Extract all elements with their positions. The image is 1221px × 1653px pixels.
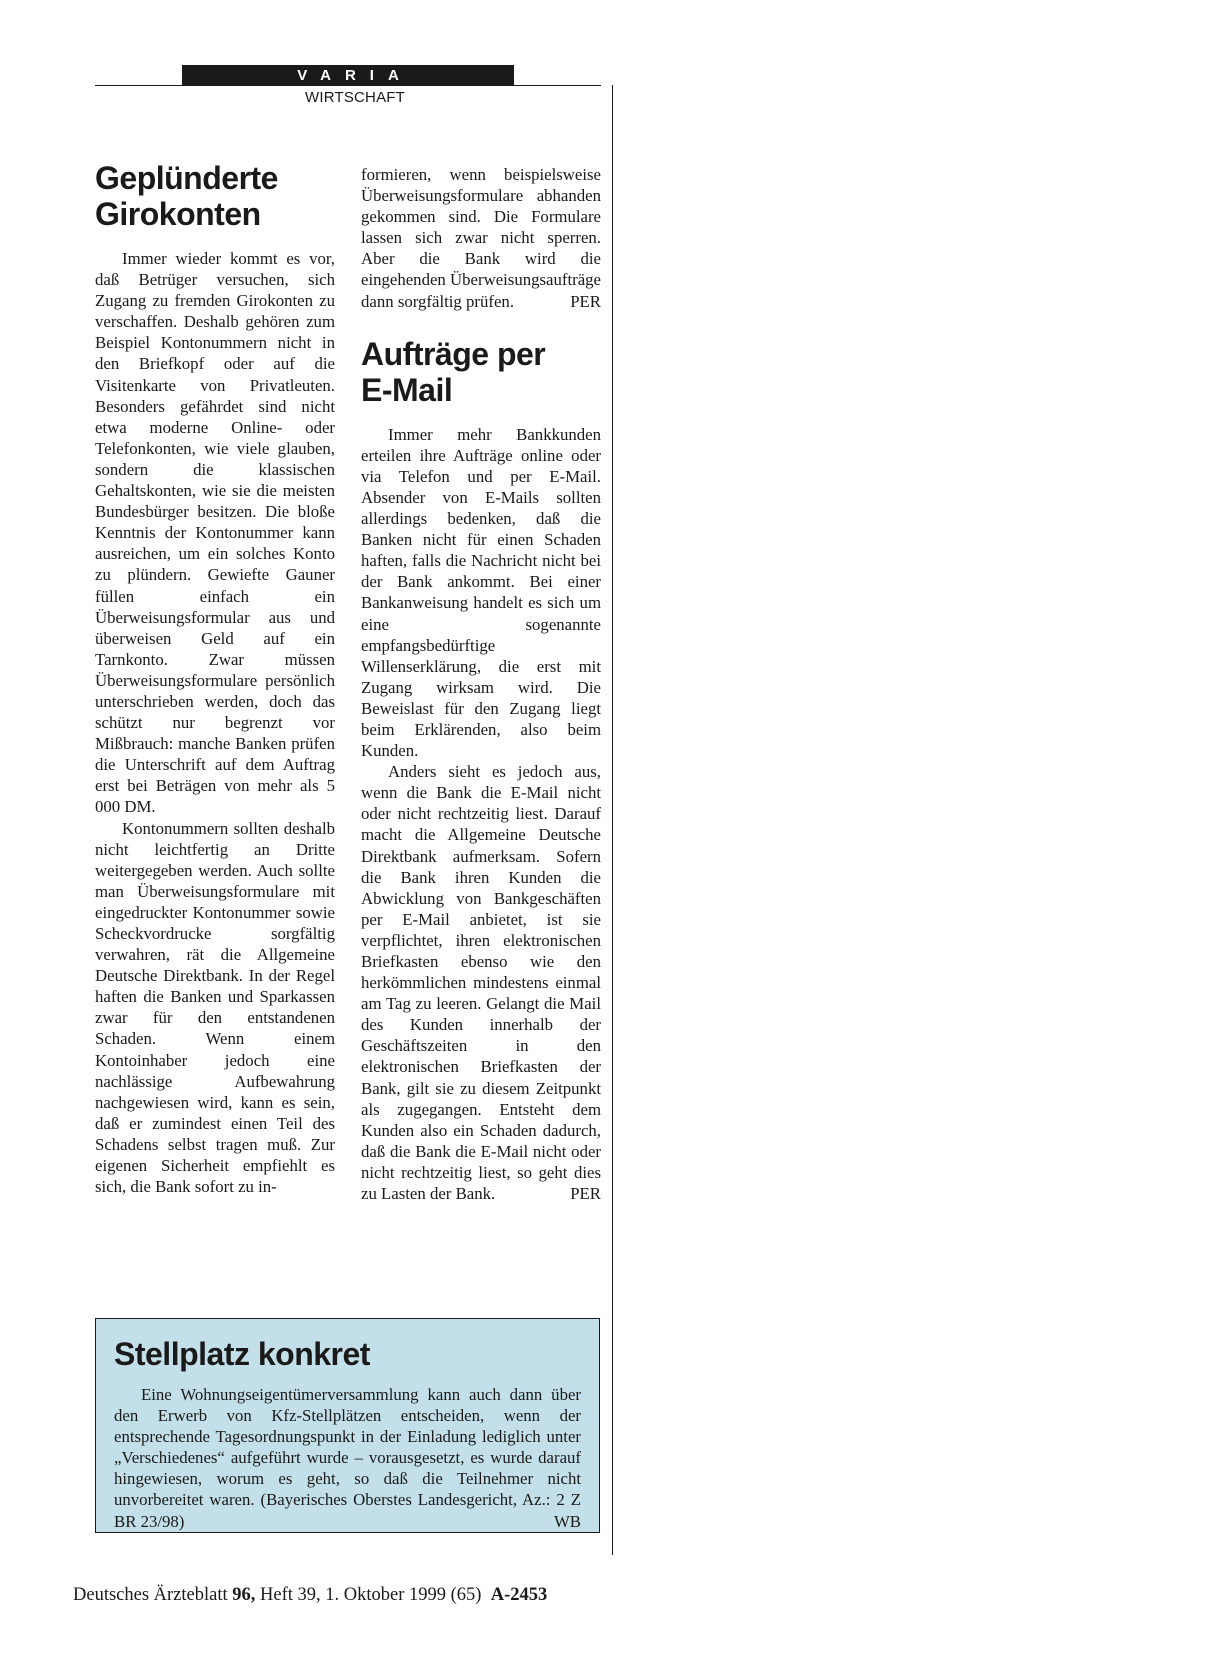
column-rule [612, 85, 613, 1555]
info-box-text [114, 1384, 581, 1532]
author-signature: PER [570, 291, 601, 311]
issue-info: Heft 39, 1. Oktober 1999 (65) [260, 1585, 482, 1605]
article-title [95, 160, 335, 232]
article-left-column [95, 160, 335, 1197]
section-label: WIRTSCHAFT [304, 89, 406, 106]
article-paragraph: Immer wieder kommt es vor, daß Betrüger versuchen, sich Zugang zu fremden Girokonten zu verschaffen. Deshalb gehören zum Beispiel Kontonummern nicht in den Briefkopf oder auf die Visitenkarte von Privatleuten. Besonders gefährdet sind nicht etwa moderne Online- oder Telefonkonten, wie viele glauben, sondern die klassischen Gehaltskonten, wie sie die meisten Bundesbürger besitzen. Die bloße Kenntnis der Kontonummer kann ausreichen, um ein solches Konto zu plündern. Gewiefte Gauner füllen einfach ein Überweisungsformular aus und überweisen Geld auf ein Tarnkonto. Zwar müssen Überweisungsformulare persönlich unterschrieben werden, doch das schützt nur begrenzt vor Mißbrauch: manche Banken prüfen die Unterschrift auf dem Auftrag erst bei Beträgen von mehr als 5 000 DM. [95, 249, 335, 817]
article-title [361, 336, 601, 408]
article-paragraph [361, 761, 601, 1204]
article-title-line1: Aufträge per [361, 335, 546, 372]
author-signature: WB [553, 1511, 581, 1531]
page-number: A-2453 [490, 1585, 548, 1605]
article-title-line1: Geplünderte [95, 160, 278, 196]
info-box-title: Stellplatz konkret [114, 1336, 370, 1372]
journal-volume: 96, [232, 1585, 256, 1605]
article-title-line2: Girokonten [95, 196, 261, 232]
article-paragraph-text: formieren, wenn beispielsweise Überweisungsformulare abhanden gekommen sind. Die Formulare lassen sich zwar nicht sperren. Aber die Bank wird die eingehenden Überweisungsaufträge dann sorgfältig prüfen. [361, 165, 601, 311]
article-title-line2: E-Mail [361, 371, 453, 408]
article-paragraph-text: Anders sieht es jedoch aus, wenn die Bank die E-Mail nicht oder nicht rechtzeitig liest. Darauf macht die Allgemeine Deutsche Direktbank aufmerksam. Sofern die Bank ihren Kunden die Abwicklung von Bankgeschäften per E-Mail anbietet, ist sie verpflichtet, ihren elektronischen Briefkasten ebenso wie den herkömmlichen mindestens einmal am Tag zu leeren. Gelangt die Mail des Kunden innerhalb der Geschäftszeiten in den elektronischen Briefkasten der Bank, gilt sie zu diesem Zeitpunkt als zugegangen. Entsteht dem Kunden also ein Schaden dadurch, daß die Bank die E-Mail nicht oder nicht rechtzeitig liest, so geht dies zu Lasten der Bank. [361, 762, 601, 1204]
article-paragraph: Kontonummern sollten deshalb nicht leichtfertig an Dritte weitergegeben werden. Auch sollte man Überweisungsformulare mit eingedruckter Kontonummer sowie Scheckvordrucke sorgfältig verwahren, rät die Allgemeine Deutsche Direktbank. In der Regel haften die Banken und Sparkassen zwar für den entstandenen Schaden. Wenn einem Kontoinhaber jedoch eine nachlässige Aufbewahrung nachgewiesen wird, kann es sein, daß er zumindest einen Teil des Schadens selbst tragen muß. Zur eigenen Sicherheit empfiehlt es sich, die Bank sofort zu in- [95, 818, 335, 1197]
header-rule [95, 85, 601, 86]
article-paragraph-continued [361, 164, 601, 312]
page-footer [73, 1585, 603, 1606]
article-right-column [361, 164, 601, 1204]
article-paragraph: Immer mehr Bankkunden erteilen ihre Aufträge online oder via Telefon und per E-Mail. Absender von E-Mails sollten allerdings bedenken, daß die Banken nicht für einen Schaden haften, falls die Nachricht nicht bei der Bank ankommt. Bei einer Bankanweisung handelt es sich um eine sogenannte empfangsbedürftige Willenserklärung, die erst mit Zugang wirksam wird. Die Beweislast für den Zugang liegt beim Erklärenden, also beim Kunden. [361, 424, 601, 761]
section-banner: VARIA [182, 65, 514, 86]
author-signature: PER [570, 1184, 601, 1204]
info-box [95, 1318, 600, 1533]
journal-name: Deutsches Ärzteblatt [73, 1585, 228, 1605]
info-box-body: Eine Wohnungseigentümerversammlung kann auch dann über den Erwerb von Kfz-Stellplätzen entscheiden, wenn der entsprechende Tagesordnungspunkt in der Einladung lediglich unter „Verschiedenes“ aufgeführt wurde – vorausgesetzt, es wurde darauf hingewiesen, worum es geht, so daß die Teilnehmer nicht unvorbereitet waren. (Bayerisches Oberstes Landesgericht, Az.: 2 Z BR 23/98) [114, 1385, 581, 1531]
